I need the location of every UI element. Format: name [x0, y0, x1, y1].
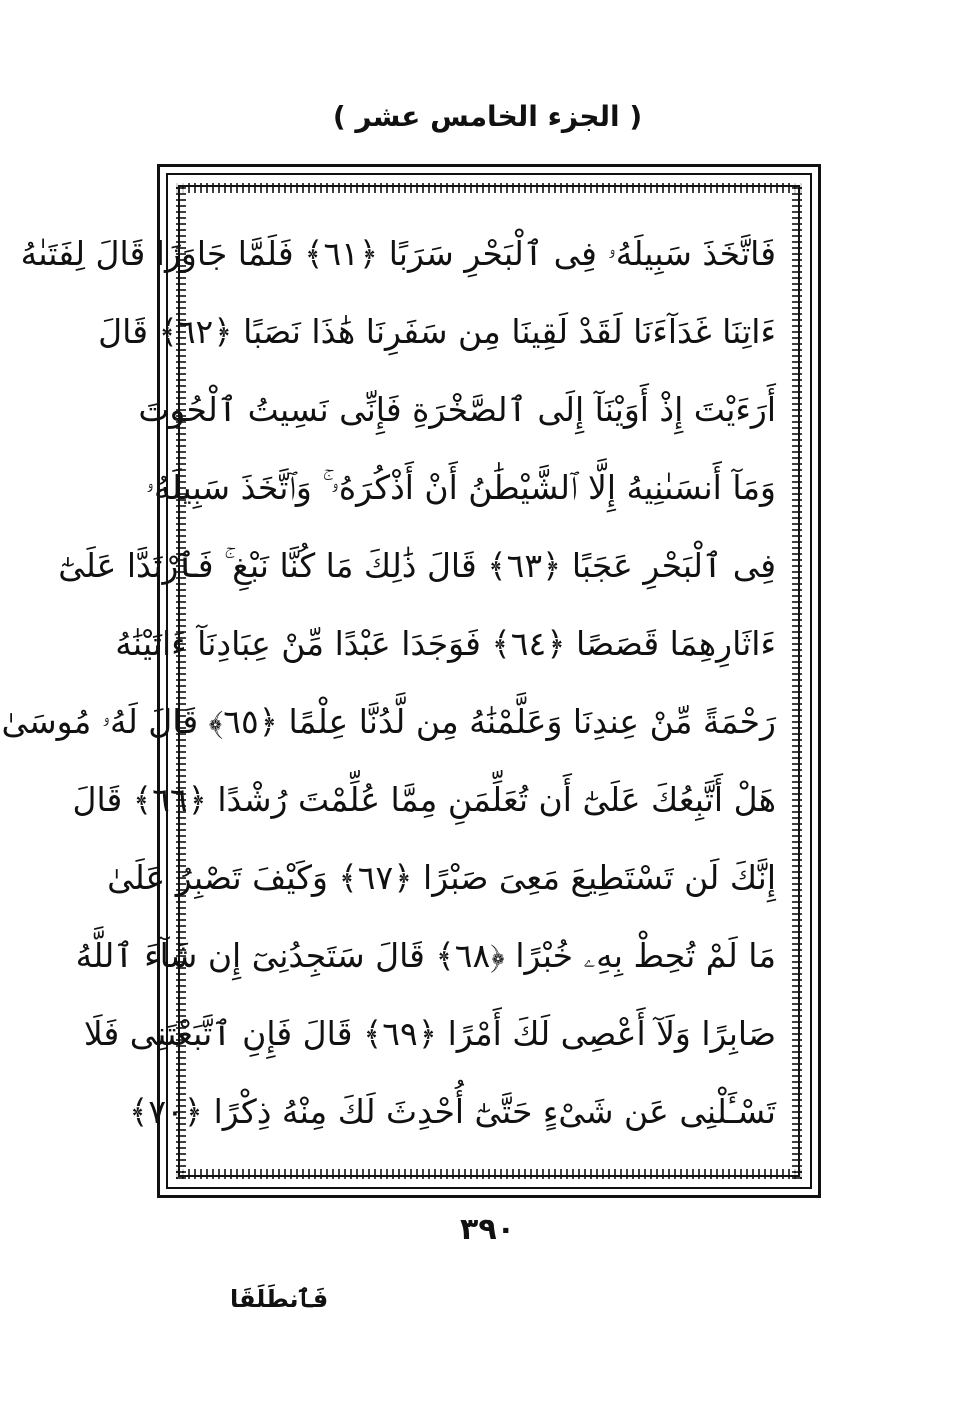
verse-line: تَسْـَٔلْنِى عَن شَىْءٍ حَتَّىٰٓ أُحْدِثَ لَكَ مِنْهُ ذِكْرًا ﴿٧٠﴾: [128, 1092, 776, 1131]
juz-header: ( الجزء الخامس عشر ): [332, 100, 643, 133]
verse-line: رَحْمَةً مِّنْ عِندِنَا وَعَلَّمْنَٰهُ مِن لَّدُنَّا عِلْمًا ﴿٦٥﴾ قَالَ لَهُۥ مُوسَىٰ: [1, 702, 776, 741]
verse-line: أَرَءَيْتَ إِذْ أَوَيْنَآ إِلَى ٱلصَّخْرَةِ فَإِنِّى نَسِيتُ ٱلْحُوتَ: [138, 390, 776, 429]
verse-line: فِى ٱلْبَحْرِ عَجَبًا ﴿٦٣﴾ قَالَ ذَٰلِكَ مَا كُنَّا نَبْغِ ۚ فَٱرْتَدَّا عَلَىٰٓ: [58, 546, 776, 585]
catchword: فَٱنطَلَقَا: [230, 1285, 329, 1313]
verse-line: هَلْ أَتَّبِعُكَ عَلَىٰٓ أَن تُعَلِّمَنِ مِمَّا عُلِّمْتَ رُشْدًا ﴿٦٦﴾ قَالَ: [72, 780, 776, 819]
page-number: ٣٩٠: [460, 1212, 515, 1247]
verse-line: ءَاثَارِهِمَا قَصَصًا ﴿٦٤﴾ فَوَجَدَا عَبْدًا مِّنْ عِبَادِنَآ ءَاتَيْنَٰهُ: [115, 624, 776, 663]
verse-line: صَابِرًا وَلَآ أَعْصِى لَكَ أَمْرًا ﴿٦٩﴾ قَالَ فَإِنِ ٱتَّبَعْتَنِى فَلَا: [83, 1014, 776, 1053]
verse-line: مَا لَمْ تُحِطْ بِهِۦ خُبْرًا ﴿٦٨﴾ قَالَ سَتَجِدُنِىٓ إِن شَآءَ ٱللَّهُ: [75, 936, 776, 975]
verse-line: فَاتَّخَذَ سَبِيلَهُۥ فِى ٱلْبَحْرِ سَرَبًا ﴿٦١﴾ فَلَمَّا جَاوَزَا قَالَ لِفَتَىٰهُ: [20, 234, 776, 273]
verse-text-block: [1, 215, 776, 1151]
verse-line: إِنَّكَ لَن تَسْتَطِيعَ مَعِىَ صَبْرًا ﴿٦٧﴾ وَكَيْفَ تَصْبِرُ عَلَىٰ: [107, 858, 776, 897]
verse-line: وَمَآ أَنسَىٰنِيهُ إِلَّا ٱلشَّيْطَٰنُ أَنْ أَذْكُرَهُۥ ۚ وَٱتَّخَذَ سَبِيلَهُۥ: [145, 468, 776, 507]
verse-line: ءَاتِنَا غَدَآءَنَا لَقَدْ لَقِينَا مِن سَفَرِنَا هَٰذَا نَصَبًا ﴿٦٢﴾ قَالَ: [98, 312, 776, 351]
